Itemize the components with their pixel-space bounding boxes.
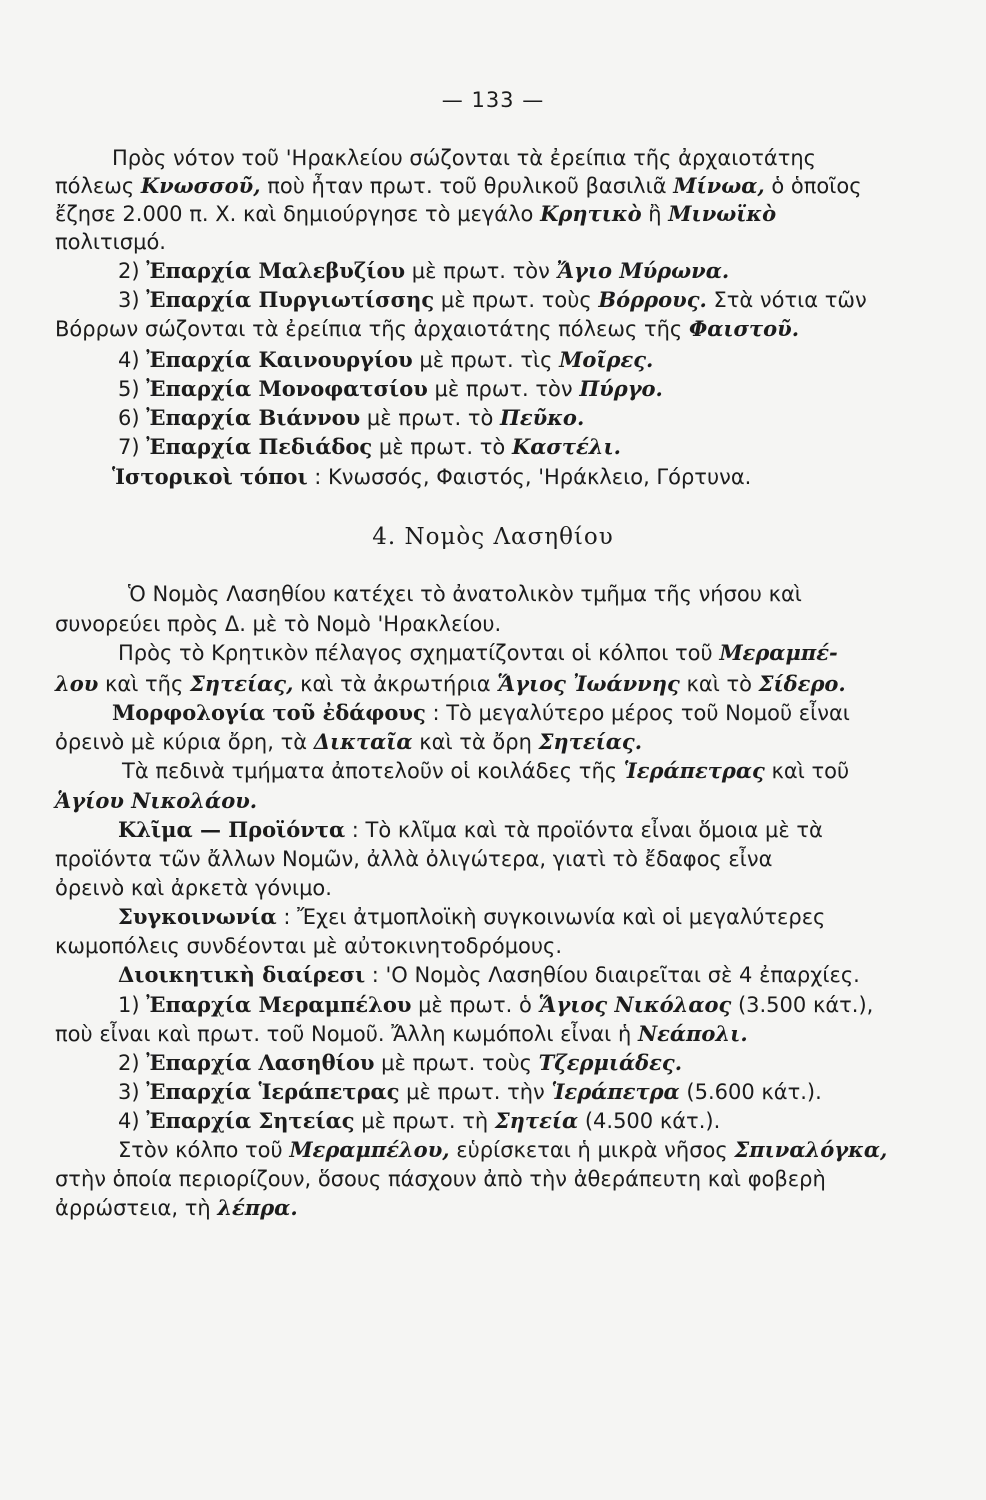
text-line: Πρὸς τὸ Κρητικὸν πέλαγος σχηματίζονται οἱ κόλποι τοῦ Μεραμπέ- [118,640,838,665]
text-line: 3) Ἐπαρχία Ἱεράπετρας μὲ πρωτ. τὴν Ἱεράπετρα (5.600 κάτ.). [118,1079,822,1104]
text-line: Ἱστορικοὶ τόποι : Κνωσσός, Φαιστός, 'Ηράκλειο, Γόρτυνα. [112,464,752,489]
text-line: Τὰ πεδινὰ τμήματα ἀποτελοῦν οἱ κοιλάδες τῆς Ἱεράπετρας καὶ τοῦ [122,758,850,783]
text-line: ἔζησε 2.000 π. Χ. καὶ δημιούργησε τὸ μεγάλο Κρητικὸ ἢ Μινωϊκὸ [55,201,777,226]
text-line: 4) Ἐπαρχία Καινουργίου μὲ πρωτ. τὶς Μοῖρες. [118,347,654,372]
text-line: ὀρεινὸ καὶ ἀρκετὰ γόνιμο. [55,876,332,900]
text-line: στὴν ὁποία περιορίζουν, ὅσους πάσχουν ἀπὸ τὴν ἀθεράπευτη καὶ φοβερὴ [55,1167,826,1191]
text-line: πόλεως Κνωσσοῦ, ποὺ ἦταν πρωτ. τοῦ θρυλικοῦ βασιλιᾶ Μίνωα, ὁ ὁποῖος [55,173,862,198]
text-line: Μορφολογία τοῦ ἐδάφους : Τὸ μεγαλύτερο μέρος τοῦ Νομοῦ εἶναι [112,700,850,725]
text-line: ἀρρώστεια, τὴ λέπρα. [55,1195,298,1220]
text-line: 3) Ἐπαρχία Πυργιωτίσσης μὲ πρωτ. τοὺς Βόρρους. Στὰ νότια τῶν [118,287,867,312]
text-line: 6) Ἐπαρχία Βιάννου μὲ πρωτ. τὸ Πεῦκο. [118,405,585,430]
text-line: προϊόντα τῶν ἄλλων Νομῶν, ἀλλὰ ὀλιγώτερα, γιατὶ τὸ ἔδαφος εἶνα [55,847,773,871]
text-line: Ὁ Νομὸς Λασηθίου κατέχει τὸ ἀνατολικὸν τμῆμα τῆς νήσου καὶ [128,582,802,606]
text-line: 2) Ἐπαρχία Λασηθίου μὲ πρωτ. τοὺς Τζερμιάδες. [118,1050,683,1075]
text-line: συνορεύει πρὸς Δ. μὲ τὸ Νομὸ 'Ηρακλείου. [55,612,502,636]
text-line: Βόρρων σώζονται τὰ ἐρείπια τῆς ἀρχαιοτάτης πόλεως τῆς Φαιστοῦ. [55,316,800,341]
page-number: — 133 — [441,88,545,112]
section-heading: 4. Νομὸς Λασηθίου [372,524,614,550]
text-line: Πρὸς νότον τοῦ 'Ηρακλείου σώζονται τὰ ἐρείπια τῆς ἀρχαιοτάτης [112,146,816,170]
text-line: 4) Ἐπαρχία Σητείας μὲ πρωτ. τὴ Σητεία (4.500 κάτ.). [118,1108,721,1133]
text-line: ὀρεινὸ μὲ κύρια ὄρη, τὰ Δικταῖα καὶ τὰ ὄρη Σητείας. [55,729,643,754]
text-line: λου καὶ τῆς Σητείας, καὶ τὰ ἀκρωτήρια Ἅγιος Ἰωάννης καὶ τὸ Σίδερο. [55,671,846,696]
text-line: Κλῖμα — Προϊόντα : Τὸ κλῖμα καὶ τὰ προϊόντα εἶναι ὅμοια μὲ τὰ [118,817,823,842]
text-line: κωμοπόλεις συνδέονται μὲ αὐτοκινητοδρόμους. [55,934,563,958]
text-line: Συγκοινωνία : Ἔχει ἀτμοπλοϊκὴ συγκοινωνία καὶ οἱ μεγαλύτερες [118,904,826,929]
text-line: Στὸν κόλπο τοῦ Μεραμπέλου, εὑρίσκεται ἡ μικρὰ νῆσος Σπιναλόγκα, [118,1137,888,1162]
text-line: Ἁγίου Νικολάου. [55,788,258,813]
text-line: 1) Ἐπαρχία Μεραμπέλου μὲ πρωτ. ὁ Ἅγιος Νικόλαος (3.500 κάτ.), [118,992,874,1017]
text-line: 5) Ἐπαρχία Μονοφατσίου μὲ πρωτ. τὸν Πύργο. [118,376,663,401]
text-line: 2) Ἐπαρχία Μαλεβυζίου μὲ πρωτ. τὸν Ἄγιο Μύρωνα. [118,258,730,283]
text-line: Διοικητικὴ διαίρεσι : 'Ο Νομὸς Λασηθίου διαιρεῖται σὲ 4 ἐπαρχίες. [118,962,860,987]
text-line: πολιτισμό. [55,230,166,254]
text-line: ποὺ εἶναι καὶ πρωτ. τοῦ Νομοῦ. Ἄλλη κωμόπολι εἶναι ἡ Νεάπολι. [55,1021,748,1046]
text-line: 7) Ἐπαρχία Πεδιάδος μὲ πρωτ. τὸ Καστέλι. [118,434,621,459]
